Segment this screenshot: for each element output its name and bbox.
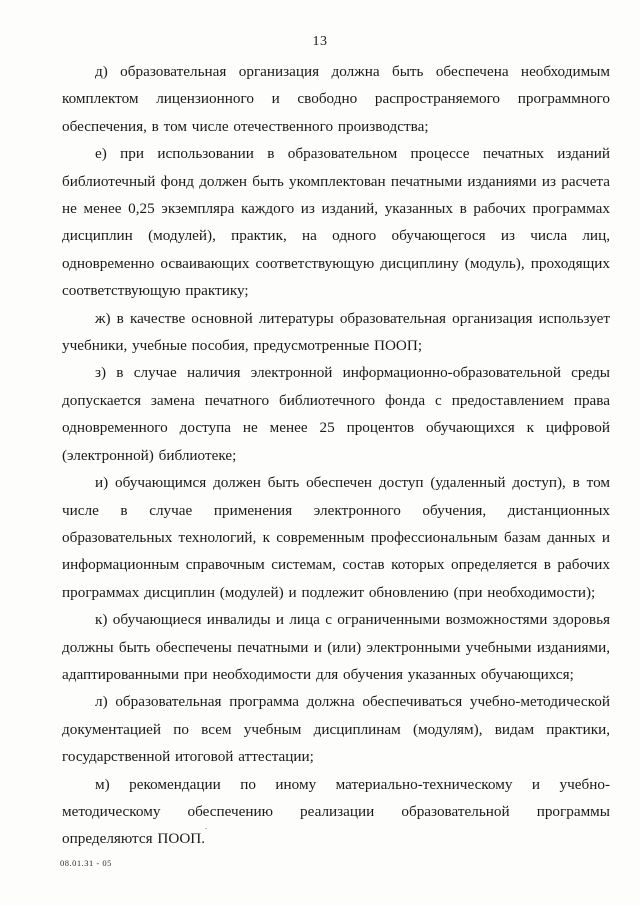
paragraph-z: з) в случае наличия электронной информационно-образовательной среды допускается замена печатного библиотечного фонда с предоставлением права одновременного доступа не менее 25 процентов обучающихся к цифровой (электронной) библиотеке; <box>62 364 610 464</box>
paragraph-i: и) обучающимся должен быть обеспечен доступ (удаленный доступ), в том числе в случае применения электронного обучения, дистанционных образовательных технологий, к современным профессиональным базам данных и информационным справочным системам, состав которых определяется в рабочих программах дисциплин (модулей) и подлежит обновлению (при необходимости); <box>62 474 610 601</box>
paragraph-l: л) образовательная программа должна обеспечиваться учебно-методической документацией по всем учебным дисциплинам (модулям), видам практики, государственной итоговой аттестации; <box>62 693 610 766</box>
paragraph-zh: ж) в качестве основной литературы образовательная организация использует учебники, учебные пособия, предусмотренные ПООП; <box>62 309 610 355</box>
paragraph-k: к) обучающиеся инвалиды и лица с ограниченными возможностями здоровья должны быть обеспечены печатными и (или) электронными учебными изданиями, адаптированными при необходимости для обучения указанных обучающихся; <box>62 611 610 683</box>
page-number: 13 <box>312 34 328 49</box>
paragraph-d: д) образовательная организация должна быть обеспечена необходимым комплектом лицензионного и свободно распространяемого программного обеспечения, в том числе отечественного производства; <box>62 63 610 135</box>
scan-speck <box>205 828 207 829</box>
footer-document-code: 08.01.31 - 05 <box>60 858 112 868</box>
paragraph-m: м) рекомендации по иному материально-техническому и учебно-методическому обеспечению реализации образовательной программы определяются ПООП. <box>62 775 610 848</box>
paragraph-e: е) при использовании в образовательном процессе печатных изданий библиотечный фонд должен быть укомплектован печатными изданиями из расчета не менее 0,25 экземпляра каждого из изданий, указанных в рабочих программах дисциплин (модулей), практик, на одного обучающегося из числа лиц, одновременно осваивающих соответствующую дисциплину (модуль), проходящих соответствующую практику; <box>62 145 610 300</box>
document-body <box>62 58 610 853</box>
